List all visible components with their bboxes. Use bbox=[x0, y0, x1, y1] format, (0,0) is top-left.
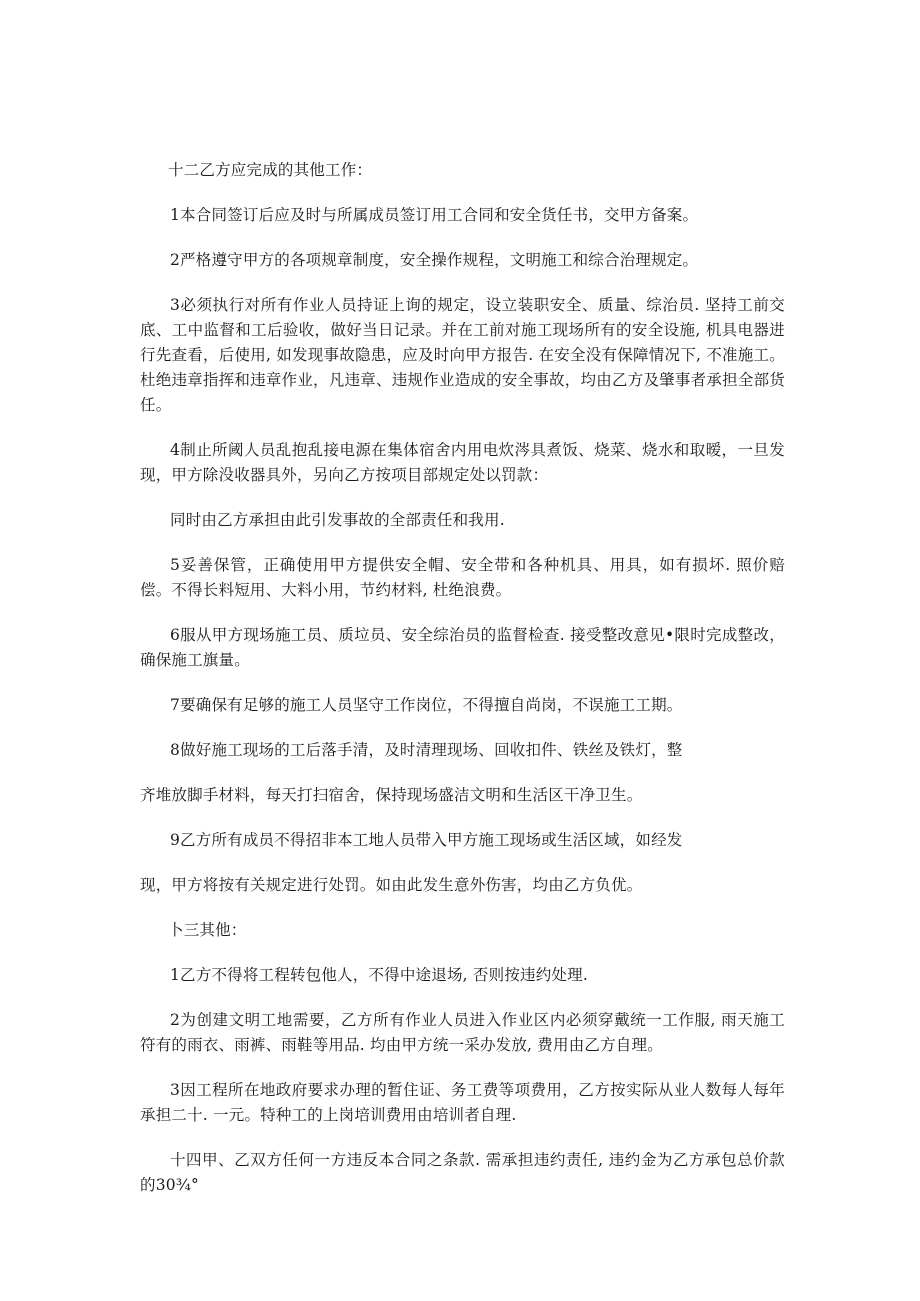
clause-12-3: 3必须执行对所有作业人员持证上询的规定，设立装职安全、质量、综治员. 坚持工前交底、工中监督和工后验收，做好当日记录。并在工前对施工现场所有的安全设施, 机具电器进行先查看，后使用, 如发现事故隐患，应及时向甲方报告. 在安全没有保障情况下, 不准施工。杜绝违章指挥和违章作业，凡违章、违规作业造成的安全事故，均由乙方及肇事者承担全部货任。 bbox=[140, 296, 785, 414]
document-body bbox=[140, 158, 785, 1218]
clause-13-2: 2为创建文明工地需要，乙方所有作业人员进入作业区内必须穿戴统一工作服, 雨天施工符有的雨衣、雨裤、雨鞋等用品. 均由甲方统一采办发放, 费用由乙方自理。 bbox=[140, 1011, 785, 1054]
clause-12-2: 2严格遵守甲方的各项规章制度，安全操作规程，文明施工和综合治理规定。 bbox=[170, 251, 699, 269]
clause-12-9-continued: 现，甲方将按有关规定进行处罚。如由此发生意外伤害，均由乙方负优。 bbox=[140, 876, 643, 894]
clause-12-5: 5妥善保管，正确使用甲方提供安全帽、安全带和各种机具、用具，如有损坏. 照价赔偿。不得长料短用、大料小用，节约材料, 杜绝浪费。 bbox=[140, 556, 785, 599]
clause-12-8: 8做好施工现场的工后落手清，及时清理现场、回收扣件、铁丝及铁灯，整 bbox=[170, 741, 683, 759]
clause-12-9: 9乙方所有成员不得招非本工地人员带入甲方施工现场或生活区域，如经发 bbox=[170, 831, 683, 849]
clause-12-7: 7要确保有足够的施工人员坚守工作岗位，不得擅自尚岗，不误施工工期。 bbox=[170, 696, 683, 714]
section-thirteen-heading: 卜三其他： bbox=[168, 921, 247, 939]
clause-12-4-continued: 同时由乙方承担由此引发事故的全部责任和我用. bbox=[170, 511, 505, 529]
clause-12-1: 1本合同签订后应及时与所属成员签订用工合同和安全货任书，交甲方备案。 bbox=[170, 206, 699, 224]
clause-12-4: 4制止所阈人员乱抱乱接电源在集体宿舍内用电炊涔具煮饭、烧菜、烧水和取暧，一旦发现，甲方除没收器具外，另向乙方按项目部规定处以罚款： bbox=[140, 441, 785, 484]
clause-13-3: 3因工程所在地政府要求办理的暂住证、务工费等项费用，乙方按实际从业人数每人每年承担二十. 一元。特种工的上岗培训费用由培训者自理. bbox=[140, 1081, 785, 1124]
section-fourteen: 十四甲、乙双方任何一方违反本合同之条款. 需承担违约责任, 违约金为乙方承包总价款的30¾° bbox=[140, 1151, 785, 1194]
clause-12-6: 6服从甲方现场施工员、质垃员、安全综治员的监督检查. 接受整改意见•限时完成整改，确保施工旗量。 bbox=[140, 626, 785, 669]
clause-12-8-continued: 齐堆放脚手材料，每天打扫宿舍，保持现场盛洁文明和生活区干净卫生。 bbox=[140, 786, 643, 804]
clause-13-1: 1乙方不得将工程转包他人，不得中途退场, 否则按违约处理. bbox=[170, 966, 588, 984]
section-twelve-heading: 十二乙方应完成的其他工作： bbox=[168, 161, 373, 179]
